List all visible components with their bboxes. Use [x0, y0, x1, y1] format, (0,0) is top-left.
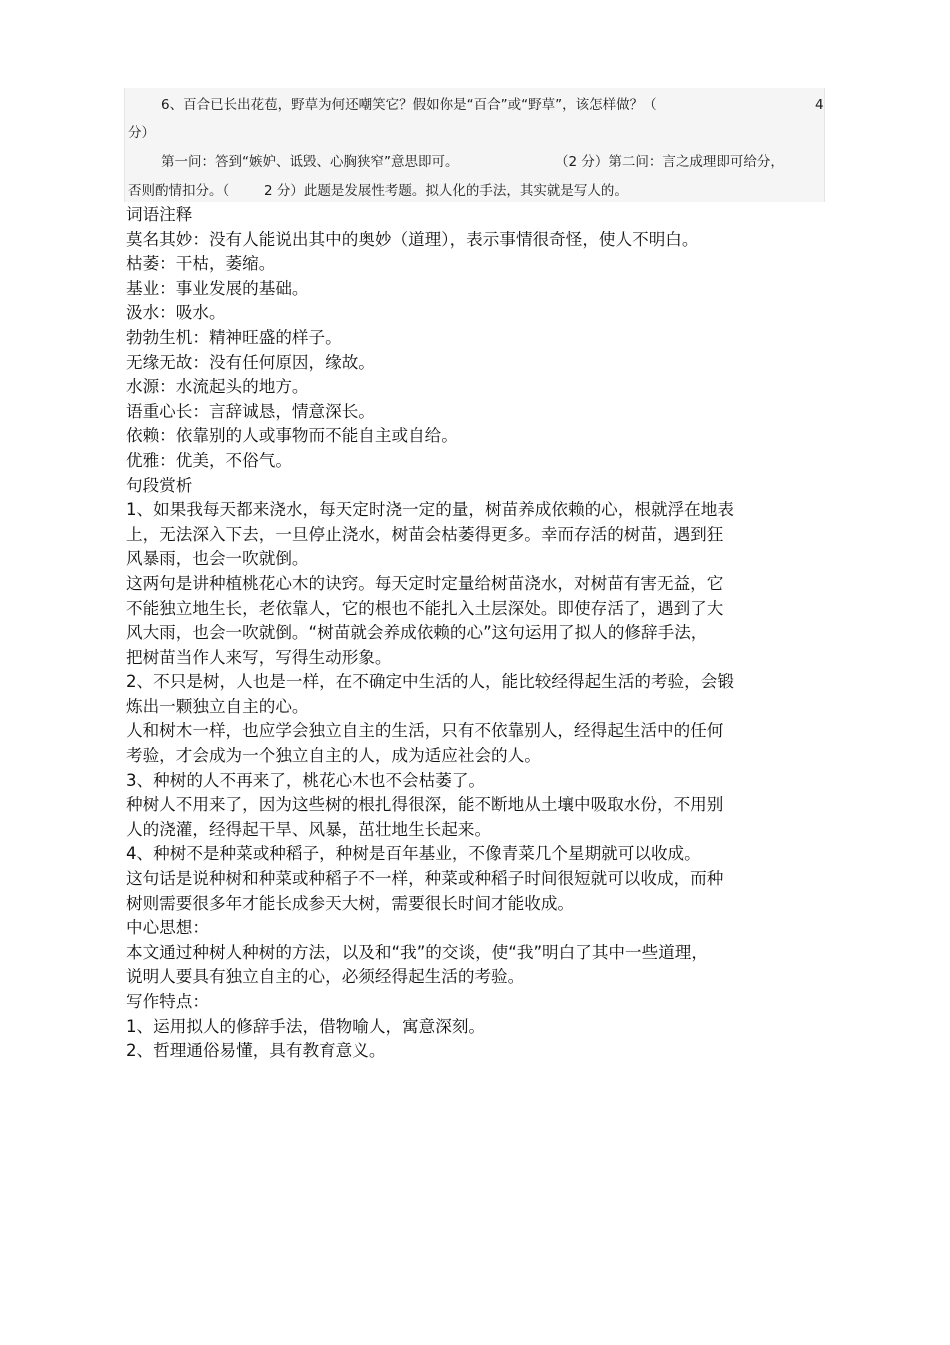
writing-feature-item: 1、运用拟人的修辞手法，借物喻人，寓意深刻。	[126, 1016, 486, 1036]
analysis-quote-line: 1、如果我每天都来浇水，每天定时浇一定的量，树苗养成依赖的心，根就浮在地表	[126, 500, 734, 520]
analysis-explanation-line: 把树苗当作人来写，写得生动形象。	[126, 647, 392, 667]
answer-key-box	[124, 88, 825, 202]
analysis-quote-line: 炼出一颗独立自主的心。	[126, 696, 309, 716]
vocab-entry: 枯萎：干枯，萎缩。	[126, 254, 276, 274]
analysis-explanation-line: 树则需要很多年才能长成参天大树，需要很长时间才能收成。	[126, 893, 575, 913]
analysis-explanation-line: 人的浇灌，经得起干旱、风暴，茁壮地生长起来。	[126, 819, 492, 839]
analysis-quote-line: 4、种树不是种菜或种稻子，种树是百年基业，不像青菜几个星期就可以收成。	[126, 844, 701, 864]
question-6-text: 6、百合已长出花苞，野草为何还嘲笑它？假如你是“百合”或“野草”，该怎样做？（	[161, 97, 657, 113]
answer-part-3: 否则酌情扣分。（	[128, 183, 230, 199]
analysis-quote-line: 风暴雨，也会一吹就倒。	[126, 549, 309, 569]
section-heading-analysis: 句段赏析	[126, 475, 193, 495]
main-idea-line: 本文通过种树人种树的方法，以及和“我”的交谈，使“我”明白了其中一些道理，	[126, 942, 708, 962]
answer-part-1: 第一问：答到“嫉妒、诋毁、心胸狭窄”意思即可。	[161, 154, 459, 170]
section-heading-vocabulary: 词语注释	[126, 205, 193, 224]
analysis-quote-line: 上，无法深入下去，一旦停止浇水，树苗会枯萎得更多。幸而存活的树苗，遇到狂	[126, 524, 724, 544]
vocab-entry: 汲水：吸水。	[126, 303, 226, 323]
vocab-entry: 依赖：依靠别的人或事物而不能自主或自给。	[126, 426, 458, 446]
analysis-explanation-line: 不能独立地生长，老依靠人，它的根也不能扎入土层深处。即使存活了，遇到了大	[126, 598, 724, 618]
section-heading-main-idea: 中心思想：	[126, 918, 209, 938]
main-idea-line: 说明人要具有独立自主的心，必须经得起生活的考验。	[126, 967, 525, 987]
writing-feature-item: 2、哲理通俗易懂，具有教育意义。	[126, 1041, 386, 1061]
answer-part-4: 2 分）此题是发展性考题。拟人化的手法，其实就是写人的。	[264, 183, 628, 199]
vocab-entry: 水源：水流起头的地方。	[126, 377, 309, 397]
question-6-points-unit: 分）	[128, 125, 155, 141]
vocab-entry: 勃勃生机：精神旺盛的样子。	[126, 327, 342, 347]
section-heading-writing-features: 写作特点：	[126, 992, 209, 1011]
analysis-explanation-line: 风大雨，也会一吹就倒。“树苗就会养成依赖的心”这句运用了拟人的修辞手法，	[126, 623, 708, 643]
vocab-entry: 无缘无故：没有任何原因，缘故。	[126, 352, 375, 372]
analysis-explanation-line: 这两句是讲种植桃花心木的诀窍。每天定时定量给树苗浇水，对树苗有害无益，它	[126, 573, 724, 593]
analysis-quote-line: 3、种树的人不再来了，桃花心木也不会枯萎了。	[126, 770, 486, 790]
analysis-quote-line: 2、不只是树，人也是一样，在不确定中生活的人，能比较经得起生活的考验，会锻	[126, 672, 734, 692]
vocab-entry: 基业：事业发展的基础。	[126, 278, 309, 298]
vocab-entry: 优雅：优美，不俗气。	[126, 450, 292, 470]
analysis-explanation-line: 人和树木一样，也应学会独立自主的生活，只有不依靠别人，经得起生活中的任何	[126, 721, 724, 741]
question-6-points: 4	[815, 97, 824, 113]
document-body	[126, 203, 796, 1064]
analysis-explanation-line: 这句话是说种树和种菜或种稻子不一样，种菜或种稻子时间很短就可以收成，而种	[126, 869, 724, 889]
vocab-entry: 莫名其妙：没有人能说出其中的奥妙（道理），表示事情很奇怪，使人不明白。	[126, 229, 699, 249]
analysis-explanation-line: 考验，才会成为一个独立自主的人，成为适应社会的人。	[126, 746, 541, 766]
answer-part-2: （2 分）第二问：言之成理即可给分，	[555, 154, 784, 170]
analysis-explanation-line: 种树人不用来了，因为这些树的根扎得很深，能不断地从土壤中吸取水份，不用别	[126, 795, 724, 815]
vocab-entry: 语重心长：言辞诚恳，情意深长。	[126, 401, 375, 421]
